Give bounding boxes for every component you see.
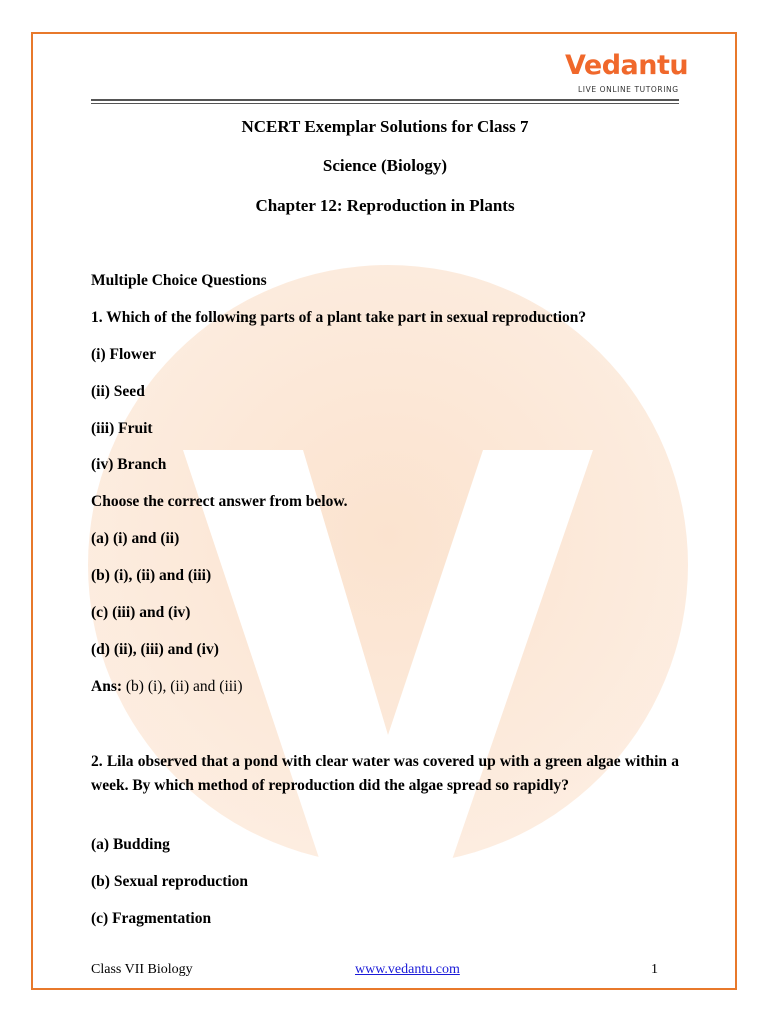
q1-prompt: Choose the correct answer from below. [91,493,348,510]
doc-chapter: Chapter 12: Reproduction in Plants [255,196,515,215]
q2-option: (a) Budding [91,836,170,853]
section-title: Multiple Choice Questions [91,272,267,289]
logo-wordmark: Vedantu [565,50,689,81]
logo-tagline: LIVE ONLINE TUTORING [578,85,679,94]
q1-item: (iv) Branch [91,456,167,473]
q1-option: (c) (iii) and (iv) [91,604,191,621]
question-2-text: 2. Lila observed that a pond with clear water was covered up with a green algae within a week. By which method of reproduction did the algae spread so rapidly? [91,753,679,794]
question-1-text: 1. Which of the following parts of a plant take part in sexual reproduction? [91,309,587,326]
q1-item: (iii) Fruit [91,420,153,437]
q1-item: (ii) Seed [91,383,145,400]
footer-class-label: Class VII Biology [91,962,193,977]
doc-title: NCERT Exemplar Solutions for Class 7 [241,117,529,136]
q1-answer [91,678,243,696]
q1-option: (a) (i) and (ii) [91,530,180,547]
page-number: 1 [651,962,658,977]
answer-label: Ans: [91,678,123,695]
answer-value: (b) (i), (ii) and (iii) [125,678,243,695]
footer-website-link[interactable]: www.vedantu.com [355,962,460,977]
doc-subject: Science (Biology) [322,156,448,175]
q1-option: (d) (ii), (iii) and (iv) [91,641,219,658]
q2-option: (c) Fragmentation [91,910,212,927]
q1-option: (b) (i), (ii) and (iii) [91,567,212,584]
q1-item: (i) Flower [91,346,156,363]
q2-option: (b) Sexual reproduction [91,873,249,890]
